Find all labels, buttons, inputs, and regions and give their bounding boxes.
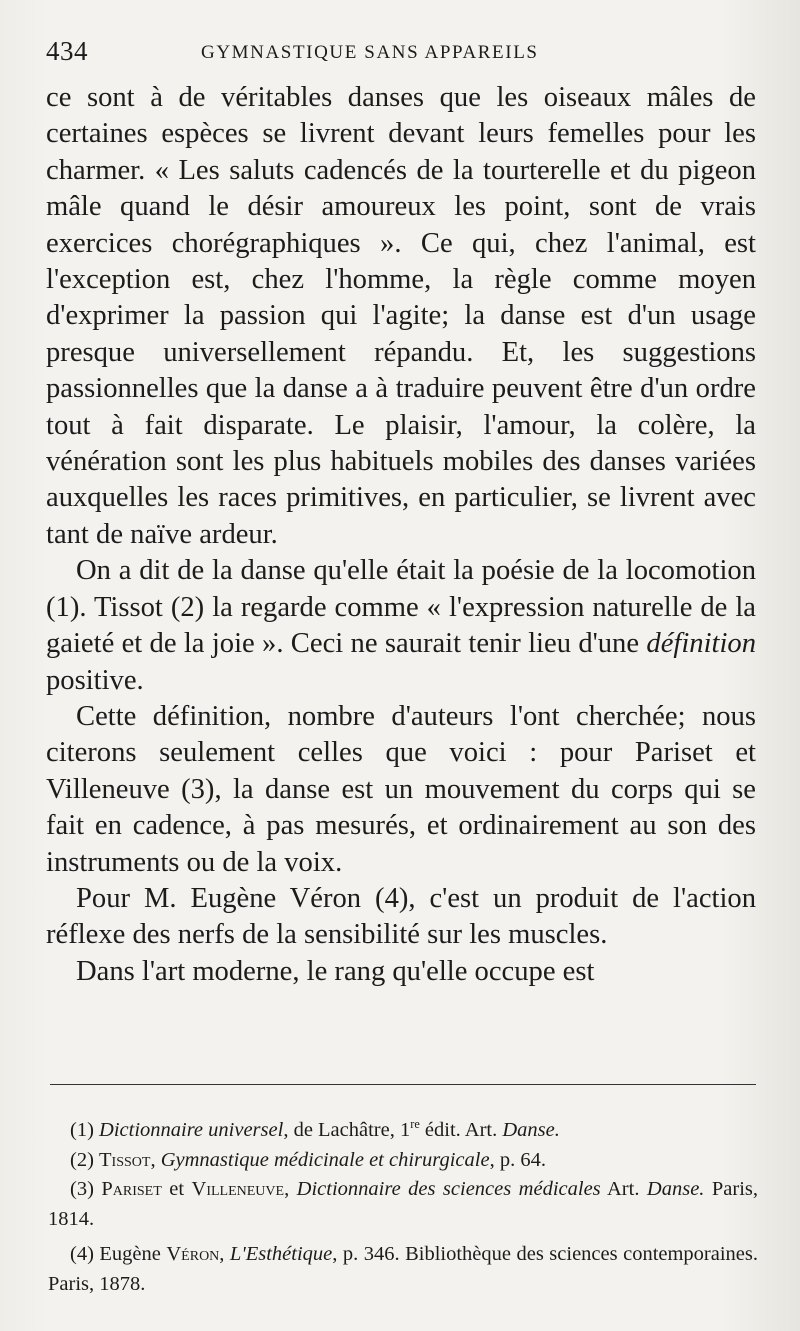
paragraph: Dans l'art moderne, le rang qu'elle occupe est [76, 955, 595, 987]
footnote: (1) Dictionnaire universel, de Lachâtre, 1re édit. Art. Danse. [70, 1117, 560, 1141]
paragraph: On a dit de la danse qu'elle était la poésie de la locomotion (1). Tissot (2) la regarde comme « l'expression naturelle de la gaieté et de la joie ». Ceci ne saurait tenir lieu d'une définition positive. [46, 555, 756, 696]
footnotes [48, 1116, 758, 1299]
paragraph: Cette définition, nombre d'auteurs l'ont cherchée; nous citerons seulement celles que voici : pour Pariset et Villeneuve (3), la danse est un mouvement du corps qui se fait en cadence, à pas mesurés, et ordinairement au son des instruments ou de la voix. [46, 700, 756, 878]
page-header [46, 36, 766, 72]
footnote: (3) Pariset et Villeneuve, Dictionnaire des sciences médicales Art. Danse. Paris, 1814. [48, 1178, 759, 1230]
footnote-marker: (3) [70, 1178, 94, 1200]
footnote: (2) Tissot, Gymnastique médicinale et chirurgicale, p. 64. [70, 1148, 546, 1171]
running-title: GYMNASTIQUE SANS APPAREILS [201, 42, 539, 63]
paragraph: ce sont à de véritables danses que les oiseaux mâles de certaines espèces se livrent devant leurs femelles pour les charmer. « Les saluts cadencés de la tourterelle et du pigeon mâle quand le désir amoureux les point, sont de vrais exercices chorégraphiques ». Ce qui, chez l'animal, est l'exception est, chez l'homme, la règle comme moyen d'exprimer la passion qui l'agite; la danse est d'un usage presque universellement répandu. Et, les suggestions passionnelles que la danse a à traduire peuvent être d'un ordre tout à fait disparate. Le plaisir, l'amour, la colère, la vénération sont les plus habituels mobiles des danses variées auxquelles les races primitives, en particulier, se livrent avec tant de naïve ardeur. [46, 82, 756, 550]
footnote-divider [50, 1084, 756, 1085]
paragraph: Pour M. Eugène Véron (4), c'est un produit de l'action réflexe des nerfs de la sensibilité sur les muscles. [46, 882, 756, 951]
main-text [46, 80, 756, 990]
footnote-marker: (4) [70, 1243, 94, 1265]
footnote-marker: (1) [70, 1119, 94, 1141]
footnote: (4) Eugène Véron, L'Esthétique, p. 346. Bibliothèque des sciences contemporaines. Paris, 1878. [48, 1243, 759, 1295]
footnote-marker: (2) [70, 1148, 94, 1171]
page-number: 434 [46, 36, 88, 66]
